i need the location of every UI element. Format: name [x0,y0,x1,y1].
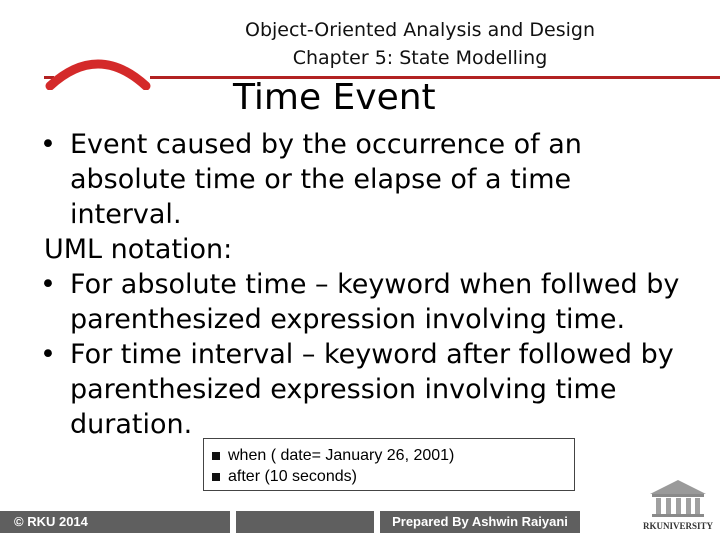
example-text: when ( date= January 26, 2001) [228,447,455,464]
example-text: after (10 seconds) [228,468,357,485]
bullet-absolute-time [40,267,680,337]
red-arc-decoration [44,50,154,90]
example-item-after [212,466,574,487]
example-item-when [212,445,574,466]
footer-spacer-bar [236,511,374,533]
footer-copyright: © RKU 2014 [0,511,230,533]
bullet-time-interval [40,337,680,442]
chapter-title: Chapter 5: State Modelling [292,47,548,69]
bullet-text: For time interval – keyword after followed by parenthesized expression involving time duration. [70,339,674,440]
footer-prepared-by: Prepared By Ashwin Raiyani [380,511,580,533]
example-box [203,438,575,491]
uml-notation-label: UML notation: [44,234,233,265]
university-logo [640,474,716,536]
logo-text: RKUNIVERSITY [642,521,714,531]
bullet-icon: • [40,129,56,160]
course-title: Object-Oriented Analysis and Design [245,19,595,41]
bullet-event-definition [40,127,680,232]
bullet-text: For absolute time – keyword when follwed by parenthesized expression involving time. [70,269,680,335]
square-bullet-icon [212,473,220,481]
bullet-icon: • [40,269,56,300]
slide-body [40,127,680,442]
slide-title: Time Event [233,77,436,118]
bullet-icon: • [40,339,56,370]
bullet-text: Event caused by the occurrence of an absolute time or the elapse of a time interval. [70,129,582,230]
square-bullet-icon [212,452,220,460]
